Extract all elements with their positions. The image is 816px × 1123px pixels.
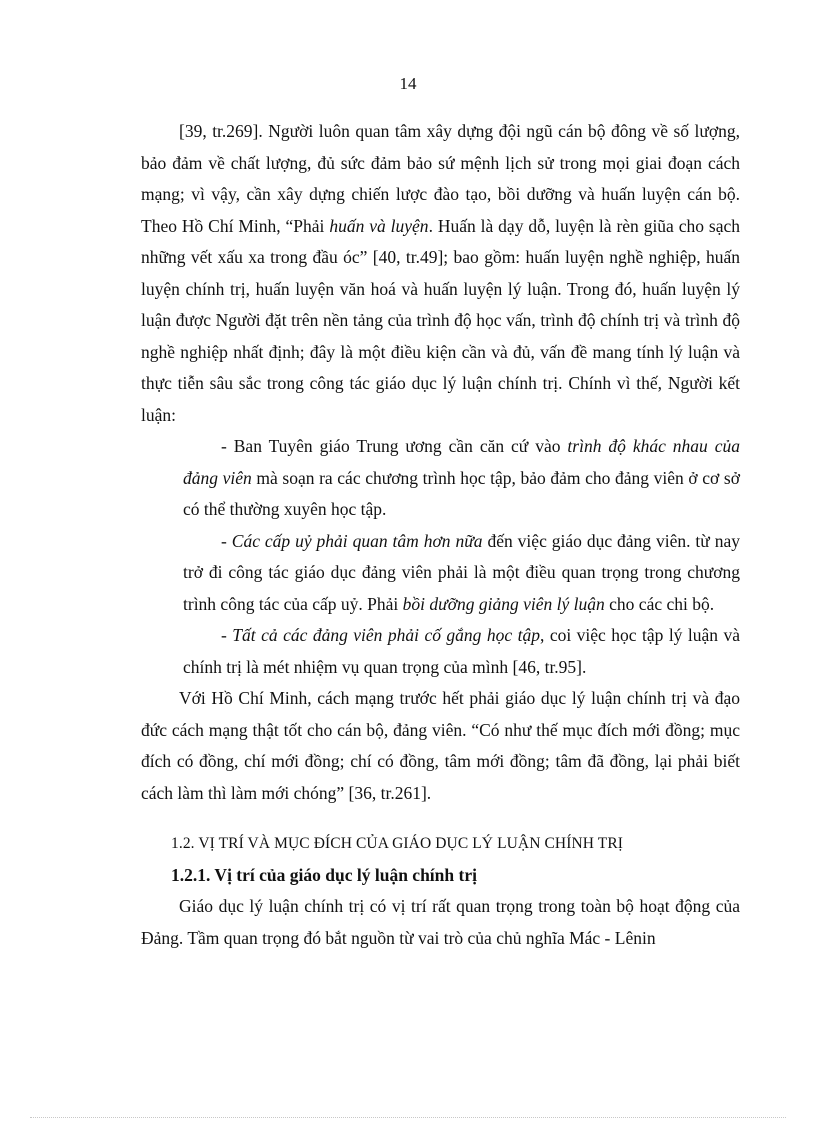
italic-phrase: Các cấp uỷ phải quan tâm hơn nữa (231, 530, 483, 551)
italic-phrase: bồi dưỡng giảng viên lý luận (402, 593, 605, 614)
quote-item-1: - Ban Tuyên giáo Trung ương cần căn cứ vào trình độ khác nhau của đảng viên mà soạn ra các chương trình học tập, bảo đảm cho đảng viên ở cơ sở có thể thường xuyên học tập. (183, 436, 740, 519)
quote-item-3: - Tất cả các đảng viên phải cố gắng học tập, coi việc học tập lý luận và chính trị là mét nhiệm vụ quan trọng của mình [46, tr.95]. (183, 625, 741, 677)
paragraph-2: Với Hồ Chí Minh, cách mạng trước hết phải giáo dục lý luận chính trị và đạo đức cách mạng thật tốt cho cán bộ, đảng viên. “Có như thế mục đích mới đồng; mục đích có đồng, chí mới đồng; chí có đồng, tâm mới đồng; tâm đã đồng, lại phải biết cách làm thì làm mới chóng” [36, tr.261]. (141, 688, 740, 803)
page-number: 14 (399, 74, 417, 93)
italic-phrase: trình độ khác nhau của đảng viên (183, 436, 740, 488)
subsection-heading: 1.2.1. Vị trí của giáo dục lý luận chính trị (171, 864, 477, 885)
section-heading: 1.2. VỊ TRÍ VÀ MỤC ĐÍCH CỦA GIÁO DỤC LÝ LUẬN CHÍNH TRỊ (171, 835, 624, 852)
quote-item-2: - Các cấp uỷ phải quan tâm hơn nữa đến việc giáo dục đảng viên. từ nay trở đi công tác giáo dục đảng viên phải là một điều quan trọng trong chương trình công tác của cấp uỷ. Phải bồi dưỡng giảng viên lý luận cho các chi bộ. (183, 530, 740, 614)
italic-phrase: Tất cả các đảng viên phải cố gắng học tập (232, 625, 540, 645)
italic-phrase: huấn và luyện (329, 215, 429, 236)
paragraph-3: Giáo dục lý luận chính trị có vị trí rất quan trọng trong toàn bộ hoạt động của Đảng. Tầm quan trọng đó bắt nguồn từ vai trò của chủ nghĩa Mác - Lênin (141, 896, 740, 948)
page-bottom-rule (30, 1117, 786, 1118)
document-body (141, 116, 740, 954)
paragraph-1: [39, tr.269]. Người luôn quan tâm xây dựng đội ngũ cán bộ đông về số lượng, bảo đảm về chất lượng, đủ sức đảm bảo sứ mệnh lịch sử trong mọi giai đoạn cách mạng; vì vậy, cần xây dựng chiến lược đào tạo, bồi dưỡng và huấn luyện cán bộ. Theo Hồ Chí Minh, “Phải huấn và luyện. Huấn là dạy dỗ, luyện là rèn giũa cho sạch những vết xấu xa trong đầu óc” [40, tr.49]; bao gồm: huấn luyện nghề nghiệp, huấn luyện chính trị, huấn luyện văn hoá và huấn luyện lý luận. Trong đó, huấn luyện lý luận được Người đặt trên nền tảng của trình độ học vấn, trình độ chính trị và trình độ nghề nghiệp nhất định; đây là một điều kiện cần và đủ, vấn đề mang tính lý luận và thực tiễn sâu sắc trong công tác giáo dục lý luận chính trị. Chính vì thế, Người kết luận: (141, 121, 740, 425)
